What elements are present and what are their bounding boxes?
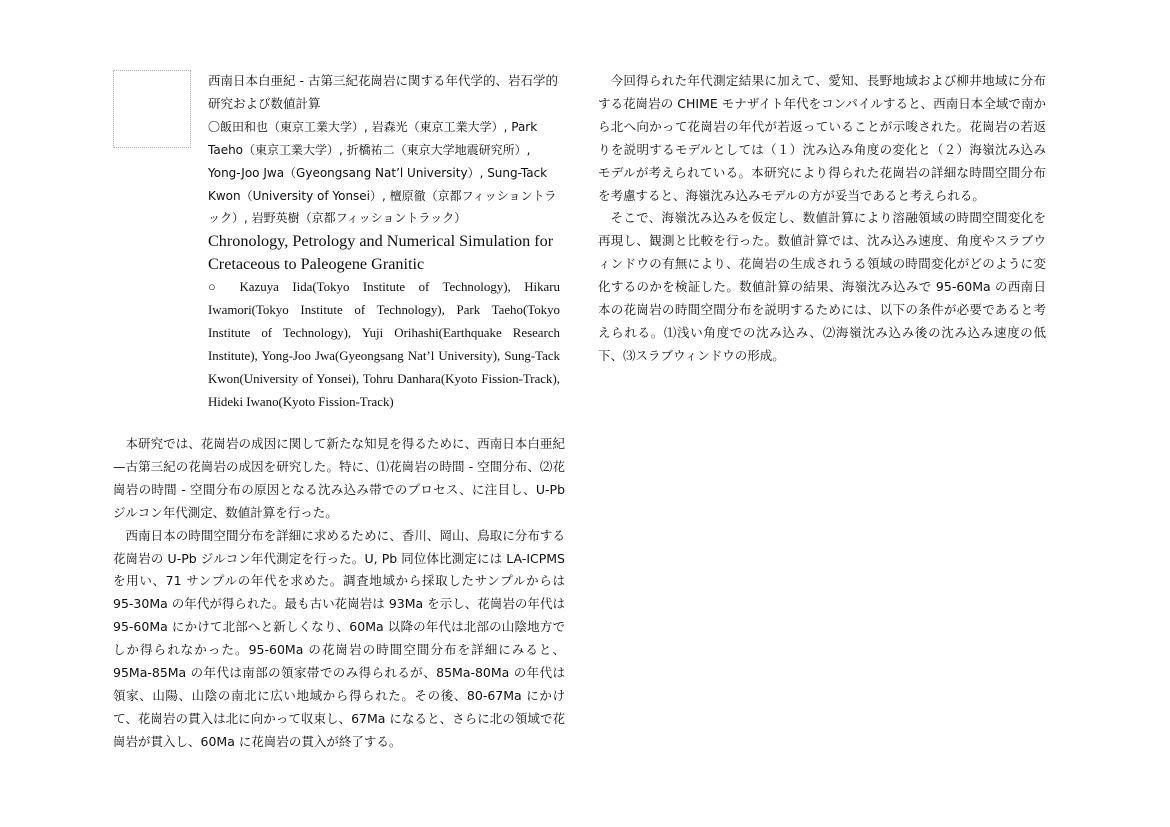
abstract-header (208, 70, 560, 414)
photo-placeholder (113, 70, 191, 148)
left-column-body (113, 433, 565, 754)
japanese-title: 西南日本白亜紀 - 古第三紀花崗岩に関する年代学的、岩石学的研究および数値計算 (208, 73, 558, 111)
japanese-authors: 〇飯田和也（東京工業大学）, 岩森光（東京工業大学）, Park Taeho（東京工業大学）, 折橋祐二（東京大学地震研究所）, Yong-Joo Jwa（Gyeongsang Nat’l University）, Sung-Tack Kwon（University of Yonsei）, 檀原徹（京都フィッショントラック）, 岩野英樹（京都フィッショントラック） (208, 119, 557, 226)
right-column-body (598, 70, 1046, 368)
body-paragraph: 今回得られた年代測定結果に加えて、愛知、長野地域および柳井地域に分布する花崗岩の CHIME モナザイト年代をコンパイルすると、西南日本全域で南から北へ向かって花崗岩の年代が若返っていることが示唆された。花崗岩の若返りを説明するモデルとしては（１）沈み込み角度の変化と（２）海嶺沈み込みモデルが考えられている。本研究により得られた花崗岩の詳細な時間空間分布を考慮すると、海嶺沈み込みモデルの方が妥当であると考えられる。 (598, 73, 1046, 203)
body-paragraph: そこで、海嶺沈み込みを仮定し、数値計算により溶融領域の時間空間変化を再現し、観測と比較を行った。数値計算では、沈み込み速度、角度やスラブウィンドウの有無により、花崗岩の生成されうる領域の時間変化がどのように変化するのかを検証した。数値計算の結果、海嶺沈み込みで 95-60Ma の西南日本の花崗岩の時間空間分布を説明するためには、以下の条件が必要であると考えられる。⑴浅い角度での沈み込み、⑵海嶺沈み込み後の沈み込み速度の低下、⑶スラブウィンドウの形成。 (598, 210, 1046, 363)
english-title: Chronology, Petrology and Numerical Simulation for Cretaceous to Paleogene Granitic (208, 232, 554, 274)
body-paragraph: 西南日本の時間空間分布を詳細に求めるために、香川、岡山、鳥取に分布する花崗岩の U-Pb ジルコン年代測定を行った。U, Pb 同位体比測定には LA-ICPMS を用い、71 サンプルの年代を求めた。調査地域から採取したサンプルからは 95-30Ma の年代が得られた。最も古い花崗岩は 93Ma を示し、花崗岩の年代は 95-60Ma にかけて北部へと新しくなり、60Ma 以降の年代は北部の山陰地方でしか得られなかった。95-60Ma の花崗岩の時間空間分布を詳細にみると、95Ma-85Ma の年代は南部の領家帯でのみ得られるが、85Ma-80Ma の年代は領家、山陽、山陰の南北に広い地域から得られた。その後、80-67Ma にかけて、花崗岩の貫入は北に向かって収束し、67Ma になると、さらに北の領域で花崗岩が貫入し、60Ma に花崗岩の貫入が終了する。 (113, 527, 565, 749)
body-paragraph: 本研究では、花崗岩の成因に関して新たな知見を得るために、西南日本白亜紀—古第三紀の花崗岩の成因を研究した。特に、⑴花崗岩の時間 - 空間分布、⑵花崗岩の時間 - 空間分布の原因となる沈み込み帯でのプロセス、に注目し、U-Pb ジルコン年代測定、数値計算を行った。 (113, 436, 565, 520)
english-authors: ○ Kazuya Iida(Tokyo Institute of Technology), Hikaru Iwamori(Tokyo Institute of Technology), Park Taeho(Tokyo Institute of Technology), Yuji Orihashi(Earthquake Research Institute), Yong-Joo Jwa(Gyeongsang Nat’l University), Sung-Tack Kwon(University of Yonsei), Tohru Danhara(Kyoto Fission-Track), Hideki Iwano(Kyoto Fission-Track) (208, 280, 560, 410)
